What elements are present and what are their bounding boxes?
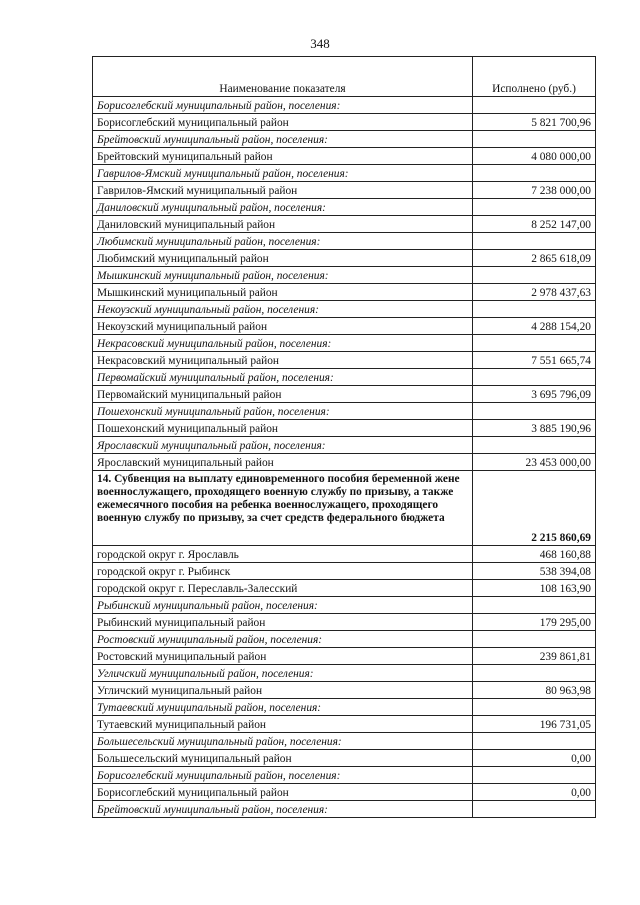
row-value: 0,00	[473, 784, 596, 801]
table-row	[93, 682, 596, 699]
row-value: 2 865 618,09	[473, 250, 596, 267]
row-name: городской округ г. Ярославль	[93, 546, 473, 563]
row-value: 468 160,88	[473, 546, 596, 563]
subheader-row	[93, 199, 596, 216]
row-name: Мышкинский муниципальный район	[93, 284, 473, 301]
row-subheader-label: Большесельский муниципальный район, поселения:	[93, 733, 473, 750]
subheader-row	[93, 233, 596, 250]
table-row	[93, 284, 596, 301]
row-name: Гаврилов-Ямский муниципальный район	[93, 182, 473, 199]
table-row	[93, 716, 596, 733]
subheader-row	[93, 369, 596, 386]
row-value: 239 861,81	[473, 648, 596, 665]
subheader-row	[93, 767, 596, 784]
table-row	[93, 352, 596, 369]
row-name: Первомайский муниципальный район	[93, 386, 473, 403]
row-subheader-label: Борисоглебский муниципальный район, поселения:	[93, 97, 473, 114]
subheader-row	[93, 131, 596, 148]
row-value	[473, 699, 596, 716]
row-value	[473, 301, 596, 318]
row-name: Ярославский муниципальный район	[93, 454, 473, 471]
row-name: Тутаевский муниципальный район	[93, 716, 473, 733]
row-name: Некрасовский муниципальный район	[93, 352, 473, 369]
subheader-row	[93, 165, 596, 182]
table-row	[93, 784, 596, 801]
row-name: Некоузский муниципальный район	[93, 318, 473, 335]
row-value: 2 215 860,69	[473, 471, 596, 546]
row-value	[473, 801, 596, 818]
row-value	[473, 665, 596, 682]
row-value	[473, 767, 596, 784]
subheader-row	[93, 403, 596, 420]
row-value	[473, 335, 596, 352]
subheader-row	[93, 437, 596, 454]
subheader-row	[93, 335, 596, 352]
row-value	[473, 403, 596, 420]
row-value: 5 821 700,96	[473, 114, 596, 131]
row-subheader-label: Ростовский муниципальный район, поселения:	[93, 631, 473, 648]
row-value: 0,00	[473, 750, 596, 767]
row-subheader-label: Гаврилов-Ямский муниципальный район, поселения:	[93, 165, 473, 182]
subheader-row	[93, 597, 596, 614]
row-subheader-label: Некрасовский муниципальный район, поселения:	[93, 335, 473, 352]
table-row	[93, 216, 596, 233]
table-body	[93, 97, 596, 818]
row-value: 3 885 190,96	[473, 420, 596, 437]
row-value	[473, 165, 596, 182]
row-name: городской округ г. Переславль-Залесский	[93, 580, 473, 597]
row-subheader-label: Любимский муниципальный район, поселения:	[93, 233, 473, 250]
row-name: Даниловский муниципальный район	[93, 216, 473, 233]
table-row	[93, 563, 596, 580]
table-row	[93, 750, 596, 767]
table-row	[93, 420, 596, 437]
row-value: 80 963,98	[473, 682, 596, 699]
row-value	[473, 267, 596, 284]
table-row	[93, 114, 596, 131]
row-subheader-label: Угличский муниципальный район, поселения:	[93, 665, 473, 682]
column-header-value: Исполнено (руб.)	[473, 57, 596, 97]
row-value: 7 238 000,00	[473, 182, 596, 199]
row-name: городской округ г. Рыбинск	[93, 563, 473, 580]
table-header	[93, 57, 596, 97]
subheader-row	[93, 267, 596, 284]
row-subheader-label: Брейтовский муниципальный район, поселения:	[93, 801, 473, 818]
row-value	[473, 597, 596, 614]
row-subheader-label: Ярославский муниципальный район, поселения:	[93, 437, 473, 454]
row-value	[473, 131, 596, 148]
row-value	[473, 437, 596, 454]
row-name: Брейтовский муниципальный район	[93, 148, 473, 165]
table-row	[93, 454, 596, 471]
row-name: Большесельский муниципальный район	[93, 750, 473, 767]
row-value	[473, 199, 596, 216]
row-value	[473, 733, 596, 750]
row-value: 196 731,05	[473, 716, 596, 733]
subheader-row	[93, 801, 596, 818]
section-row	[93, 471, 596, 546]
row-name: Угличский муниципальный район	[93, 682, 473, 699]
table-row	[93, 614, 596, 631]
row-subheader-label: Мышкинский муниципальный район, поселения:	[93, 267, 473, 284]
row-subheader-label: Рыбинский муниципальный район, поселения:	[93, 597, 473, 614]
row-name: Борисоглебский муниципальный район	[93, 784, 473, 801]
table-row	[93, 318, 596, 335]
row-subheader-label: Борисоглебский муниципальный район, поселения:	[93, 767, 473, 784]
row-value: 8 252 147,00	[473, 216, 596, 233]
column-header-name: Наименование показателя	[93, 57, 473, 97]
subheader-row	[93, 301, 596, 318]
row-value: 3 695 796,09	[473, 386, 596, 403]
table-row	[93, 250, 596, 267]
subheader-row	[93, 699, 596, 716]
row-value: 179 295,00	[473, 614, 596, 631]
row-subheader-label: Пошехонский муниципальный район, поселения:	[93, 403, 473, 420]
row-name: Борисоглебский муниципальный район	[93, 114, 473, 131]
row-subheader-label: Тутаевский муниципальный район, поселения:	[93, 699, 473, 716]
row-subheader-label: Даниловский муниципальный район, поселения:	[93, 199, 473, 216]
table-row	[93, 546, 596, 563]
subheader-row	[93, 733, 596, 750]
row-name: Рыбинский муниципальный район	[93, 614, 473, 631]
row-value: 108 163,90	[473, 580, 596, 597]
row-value: 538 394,08	[473, 563, 596, 580]
table-row	[93, 386, 596, 403]
subheader-row	[93, 97, 596, 114]
row-name: Пошехонский муниципальный район	[93, 420, 473, 437]
row-value	[473, 97, 596, 114]
table-row	[93, 182, 596, 199]
page-number: 348	[310, 36, 330, 51]
table-row	[93, 648, 596, 665]
row-subheader-label: Брейтовский муниципальный район, поселения:	[93, 131, 473, 148]
row-subheader-label: Некоузский муниципальный район, поселения:	[93, 301, 473, 318]
row-value: 7 551 665,74	[473, 352, 596, 369]
table-row	[93, 580, 596, 597]
table-row	[93, 148, 596, 165]
row-value: 4 080 000,00	[473, 148, 596, 165]
row-value	[473, 233, 596, 250]
budget-table	[92, 56, 596, 818]
row-value	[473, 631, 596, 648]
row-value	[473, 369, 596, 386]
subheader-row	[93, 665, 596, 682]
row-name: Ростовский муниципальный район	[93, 648, 473, 665]
row-name: 14. Субвенция на выплату единовременного пособия беременной жене военнослужащего, проходящего военную службу по призыву, а также ежемесячного пособия на ребенка военнослужащего, проходящего военную службу по призыву, за счет средств федерального бюджета	[93, 471, 473, 546]
row-value: 4 288 154,20	[473, 318, 596, 335]
row-subheader-label: Первомайский муниципальный район, поселения:	[93, 369, 473, 386]
row-value: 23 453 000,00	[473, 454, 596, 471]
row-name: Любимский муниципальный район	[93, 250, 473, 267]
row-value: 2 978 437,63	[473, 284, 596, 301]
subheader-row	[93, 631, 596, 648]
